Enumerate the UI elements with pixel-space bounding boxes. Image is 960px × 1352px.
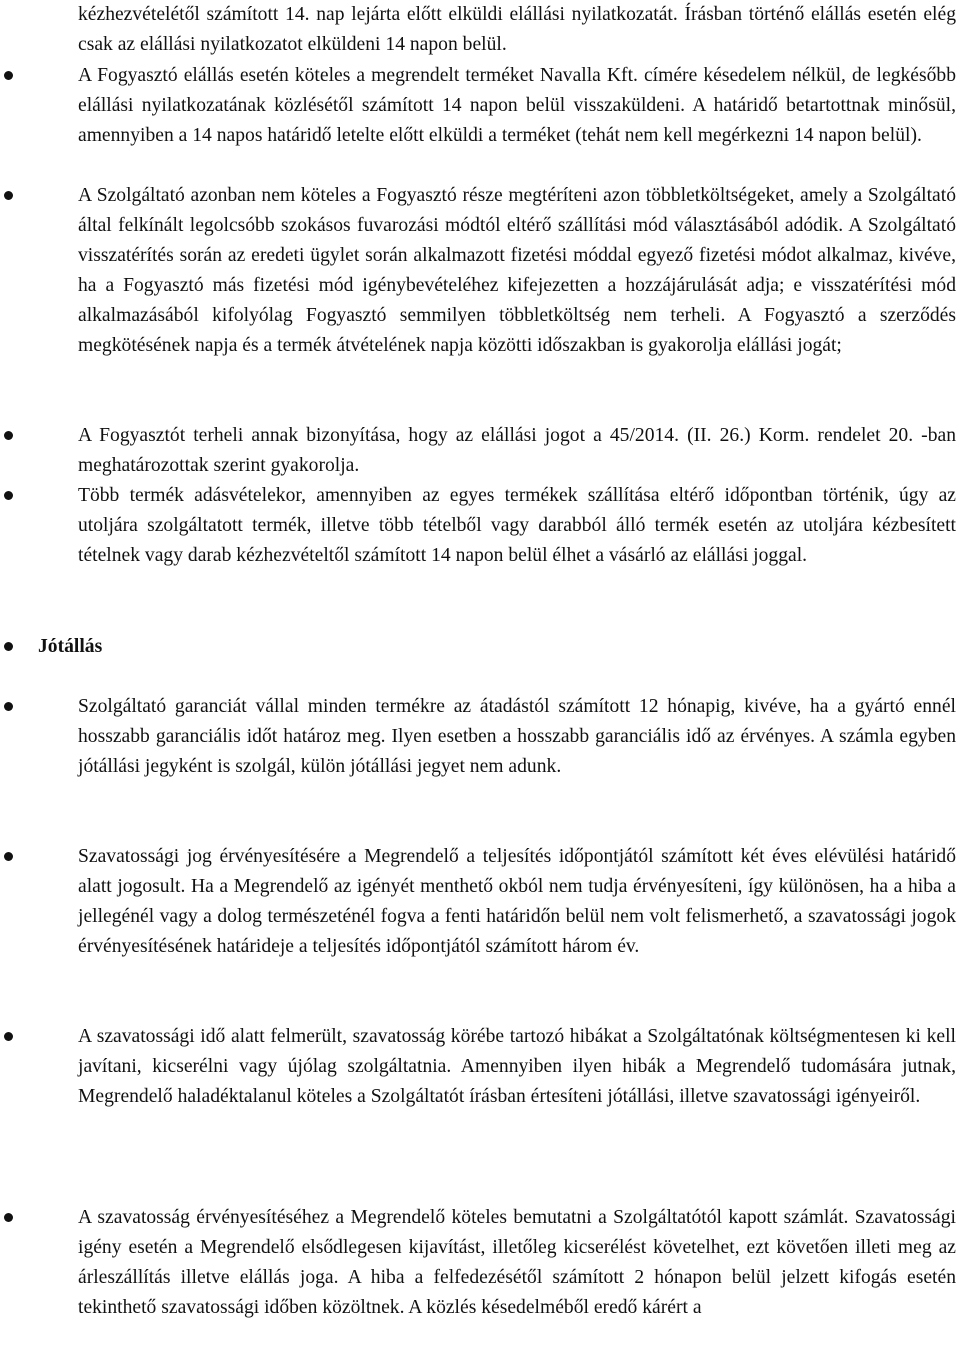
paragraph-warranty-rights: Szavatossági jog érvényesítésére a Megrendelő a teljesítés időpontjától számított két éves elévülési határidő alatt jogosult. Ha a Megrendelő az igényét menthető okból nem tudja érvényesíteni, így különösen, ha a hiba a jellegénél vagy a dolog természeténél fogva a fenti határidőn belül nem volt felismerhető, a szavatossági jogok érvényesítésének határideje a teljesítés időpontjától számított három év. [78, 846, 956, 957]
bullet-icon [4, 71, 13, 80]
bullet-icon [4, 491, 13, 500]
section-heading-warranty: Jótállás [38, 636, 103, 657]
paragraph-guarantee: Szolgáltató garanciát vállal minden termékre az átadástól számított 12 hónapig, kivéve, ha a gyártó ennél hosszabb garanciális időt határoz meg. Ilyen esetben a hosszabb garanciális idő az érvényes. A számla egyben jótállási jegyként is szolgál, külön jótállási jegyet nem adunk. [78, 696, 956, 777]
paragraph-defect-repair: A szavatossági idő alatt felmerült, szavatosság körébe tartozó hibákat a Szolgáltatónak költségmentesen ki kell javítani, kicserélni vagy újólag szolgáltatnia. Amennyiben ilyen hibák a Megrendelő tudomására jutnak, Megrendelő haladéktalanul köteles a Szolgáltatót írásban értesíteni jótállási, illetve szavatossági igényeiről. [78, 1026, 956, 1107]
paragraph-return-shipping: A Fogyasztó elállás esetén köteles a megrendelt terméket Navalla Kft. címére késedelem nélkül, de legkésőbb elállási nyilatkozatának közlésétől számított 14 napon belül visszaküldeni. A határidő betartottnak minősül, amennyiben a 14 napos határidő letelte előtt elküldi a terméket (tehát nem kell megérkezni 14 napon belül). [78, 65, 956, 146]
bullet-icon [4, 1032, 13, 1041]
bullet-icon [4, 702, 13, 711]
paragraph-invoice-claim: A szavatosság érvényesítéséhez a Megrendelő köteles bemutatni a Szolgáltatótól kapott számlát. Szavatossági igény esetén a Megrendelő elsődlegesen kijavítást, illetőleg kicserélést követelhet, ezt követően illeti meg az árleszállítás illetve elállás joga. A hiba a felfedezésétől számított 2 hónapon belül jelzett kifogás esetén tekinthető szavatossági időben közöltnek. A közlés késedelméből eredő kárért a [78, 1207, 956, 1318]
paragraph-return-deadline: kézhezvételétől számított 14. nap lejárta előtt elküldi elállási nyilatkozatát. Írásban történő elállás esetén elég csak az elállási nyilatkozatot elküldeni 14 napon belül. [78, 4, 956, 55]
bullet-icon [4, 191, 13, 200]
bullet-icon [4, 852, 13, 861]
bullet-icon [4, 642, 13, 651]
paragraph-burden-of-proof: A Fogyasztót terheli annak bizonyítása, hogy az elállási jogot a 45/2014. (II. 26.) Korm. rendelet 20. -ban meghatározottak szerint gyakorolja. [78, 425, 956, 476]
bullet-icon [4, 431, 13, 440]
paragraph-refund-costs: A Szolgáltató azonban nem köteles a Fogyasztó része megtéríteni azon többletköltségeket, amely a Szolgáltató által felkínált legolcsóbb szokásos fuvarozási módtól eltérő szállítási mód választásából adódik. A Szolgáltató visszatérítés során az eredeti ügylet során alkalmazott fizetési móddal egyező fizetési módot alkalmaz, kivéve, ha a Fogyasztó más fizetési mód igénybevételéhez kifejezetten a hozzájárulását adja; e visszatérítési mód alkalmazásából kifolyólag Fogyasztó semmilyen többletköltség nem terheli. A Fogyasztó a szerződés megkötésének napja és a termék átvételének napja közötti időszakban is gyakorolja elállási jogát; [78, 185, 956, 356]
bullet-icon [4, 1213, 13, 1222]
paragraph-multiple-products: Több termék adásvételekor, amennyiben az egyes termékek szállítása eltérő időpontban történik, úgy az utoljára szolgáltatott termék, illetve több tételből vagy darabból álló termék esetén az utoljára kézbesített tételnek vagy darab kézhezvételtől számított 14 napon belül élhet a vásárló az elállási joggal. [78, 485, 956, 566]
